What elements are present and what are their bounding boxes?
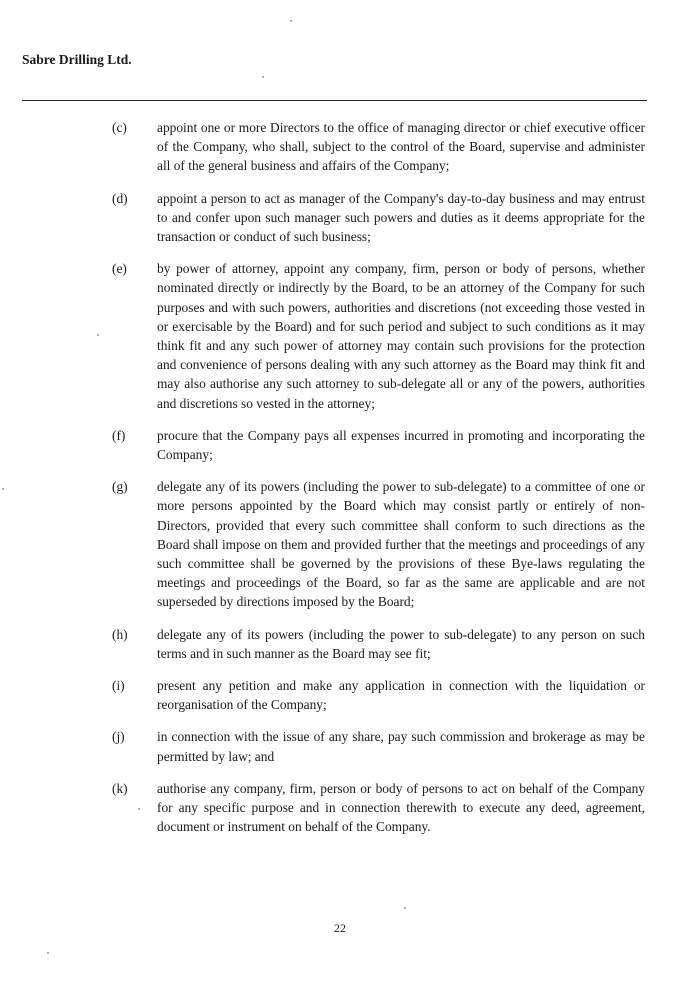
clause-e — [0, 259, 680, 413]
clause-text: delegate any of its powers (including the power to sub-delegate) to a committee of one or more persons appointed by the Board which may consist partly or entirely of non-Directors, provided that every such committee shall conform to such directions as the Board shall impose on them and provided further that the meetings and proceedings of any such committee shall be governed by the provisions of these Bye-laws regulating the meetings and proceedings of the Board, so far as the same are applicable and are not superseded by directions imposed by the Board; — [157, 479, 645, 610]
header-divider — [22, 100, 647, 101]
scan-speck — [404, 907, 406, 909]
clause-text: authorise any company, firm, person or body of persons to act on behalf of the Company for any specific purpose and in connection therewith to execute any deed, agreement, document or instrument on behalf of the Company. — [157, 780, 645, 835]
clause-h — [0, 625, 680, 663]
scan-speck — [290, 20, 292, 22]
clause-d — [0, 189, 680, 247]
clause-i — [0, 676, 680, 714]
clause-label: (d) — [112, 190, 128, 206]
clause-list — [0, 118, 680, 850]
page-number: 22 — [334, 921, 346, 935]
clause-label: (h) — [112, 626, 128, 642]
clause-label: (f) — [112, 427, 126, 443]
clause-label: (g) — [112, 479, 128, 495]
clause-text: appoint one or more Directors to the office of managing director or chief executive officer of the Company, who shall, subject to the control of the Board, supervise and administer all of the general business and affairs of the Company; — [157, 120, 645, 174]
clause-f — [0, 426, 680, 464]
clause-label: (e) — [112, 261, 127, 277]
clause-c — [0, 118, 680, 176]
scan-speck — [47, 952, 49, 954]
clause-label: (c) — [112, 120, 127, 135]
scan-speck — [138, 808, 140, 810]
clause-text: present any petition and make any application in connection with the liquidation or reorganisation of the Company; — [157, 678, 645, 713]
clause-text: procure that the Company pays all expenses incurred in promoting and incorporating the Company; — [157, 427, 645, 463]
clause-j — [0, 727, 680, 765]
clause-text: by power of attorney, appoint any company, firm, person or body of persons, whether nominated directly or indirectly by the Board, to be an attorney of the Company for such purposes and with such powers, authorities and discretions (not exceeding those vested in or exercisable by the Board) and for such period and subject to such conditions as it may think fit and any such power of attorney may contain such provisions for the protection and convenience of persons dealing with any such attorney as the Board may think fit and may also authorise any such attorney to sub-delegate all or any of the powers, authorities and discretions so vested in the attorney; — [157, 261, 645, 411]
clause-label: (k) — [112, 780, 128, 796]
clause-label: (i) — [112, 678, 125, 694]
scan-speck — [2, 488, 4, 490]
clause-text: delegate any of its powers (including the power to sub-delegate) to any person on such terms and in such manner as the Board may see fit; — [157, 626, 645, 661]
scan-speck — [262, 76, 264, 78]
clause-g — [0, 477, 680, 611]
company-header: Sabre Drilling Ltd. — [22, 52, 132, 67]
scan-speck — [97, 334, 99, 336]
clause-label: (j) — [112, 729, 125, 745]
clause-text: in connection with the issue of any share, pay such commission and brokerage as may be permitted by law; and — [157, 729, 645, 764]
clause-text: appoint a person to act as manager of the Company's day-to-day business and may entrust to and confer upon such manager such powers and duties as it deems appropriate for the transaction or conduct of such business; — [157, 190, 645, 245]
clause-k — [0, 779, 680, 837]
